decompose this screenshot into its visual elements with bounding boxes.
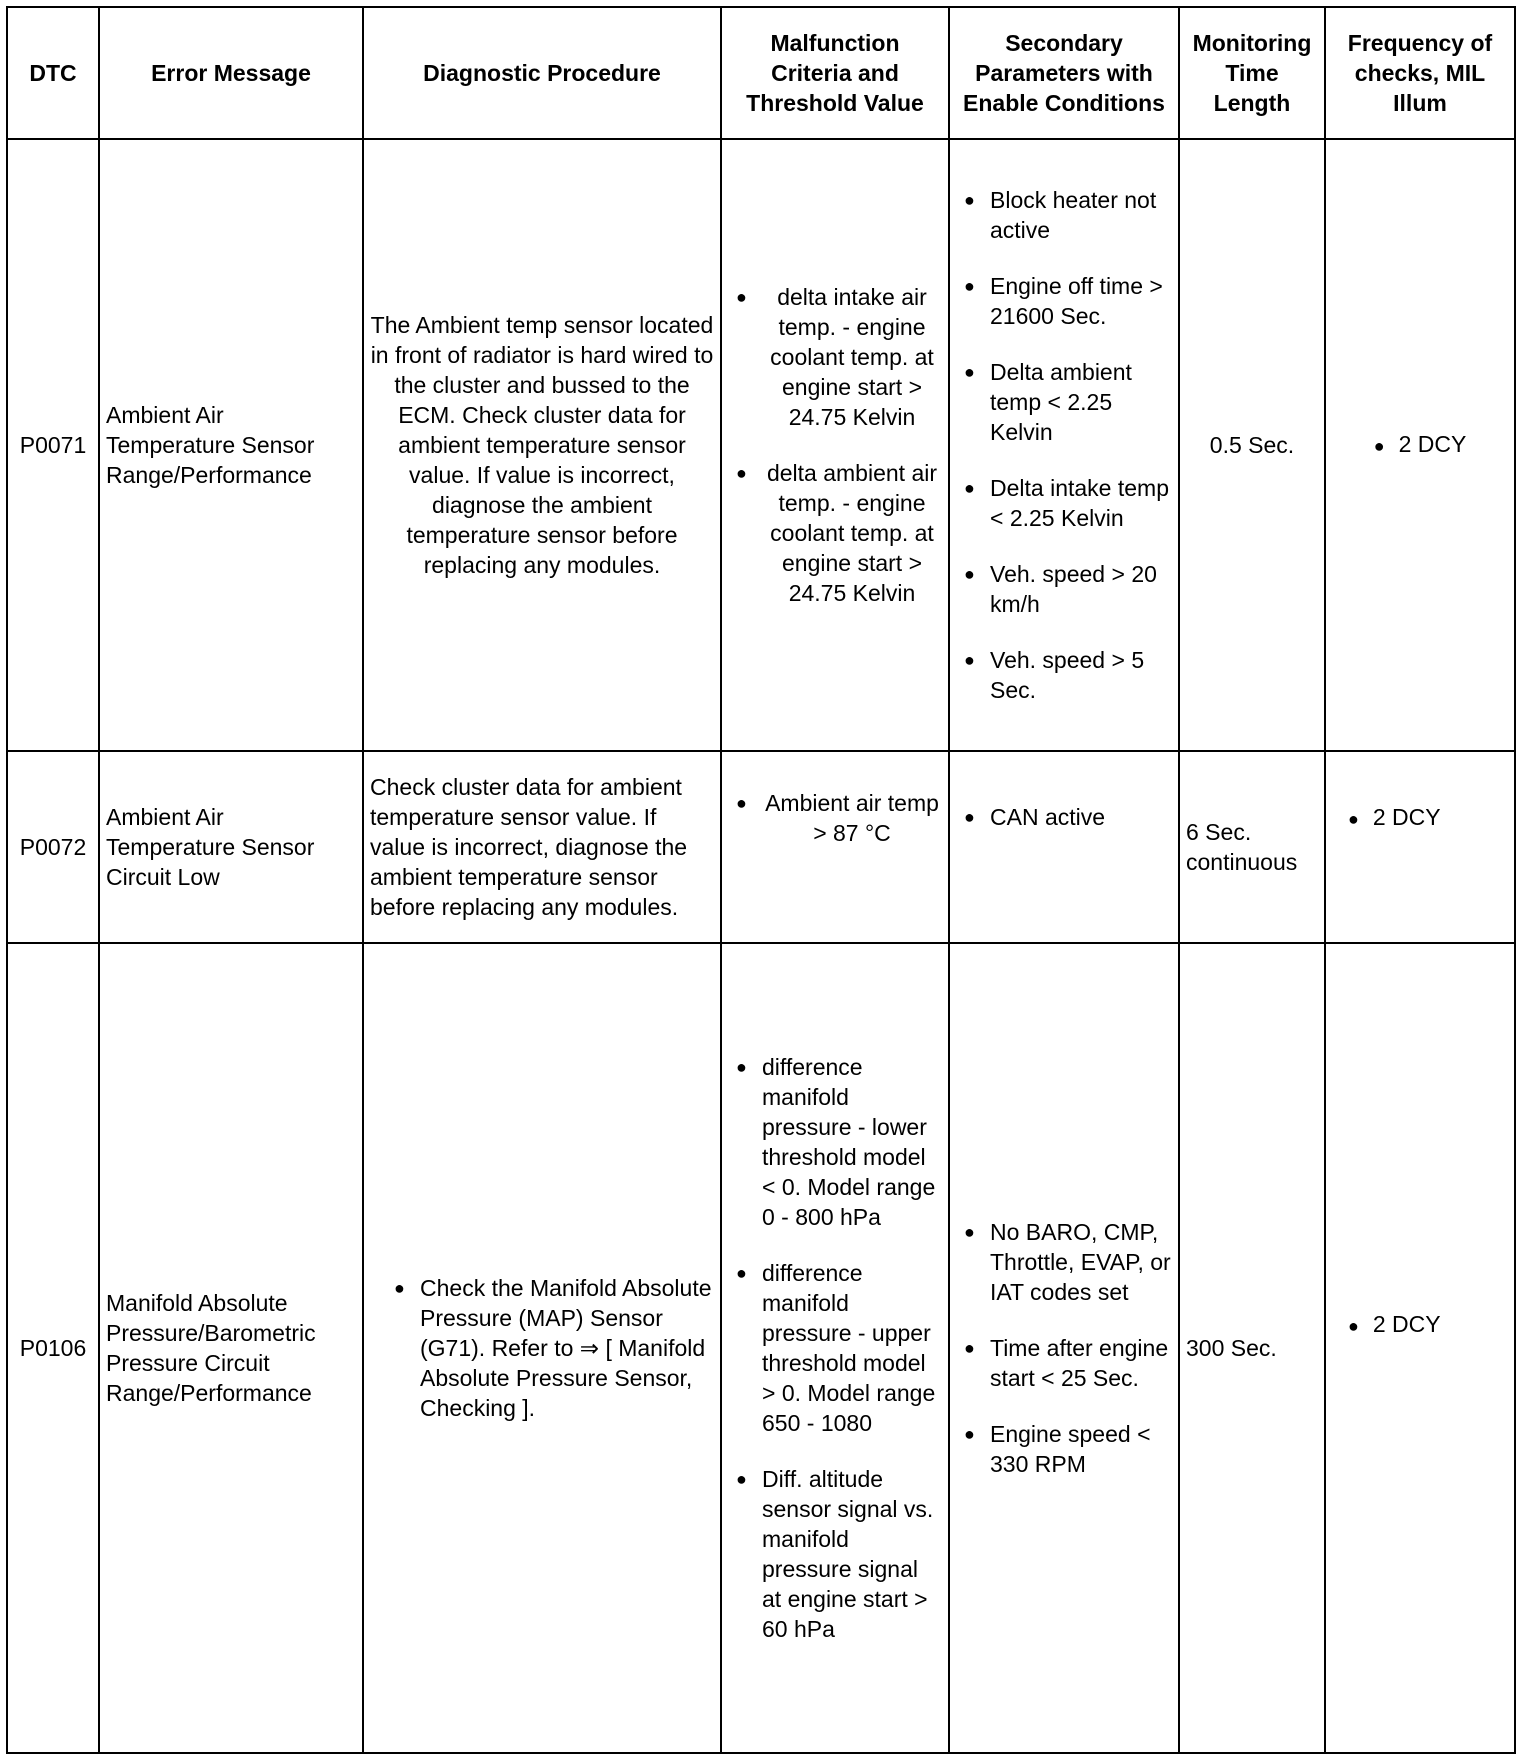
criteria-item: ● difference manifold pressure - upper threshold model > 0. Model range 650 - 1080 bbox=[728, 1258, 942, 1438]
diagnostic-procedure: The Ambient temp sensor located in front of radiator is hard wired to the cluster and bussed to the ECM. Check cluster data for ambient temperature sensor value. If value is incorrect, diagnose the ambient temperature sensor before replacing any modules. bbox=[363, 139, 721, 751]
malfunction-criteria bbox=[721, 943, 949, 1753]
secondary-parameters bbox=[949, 943, 1179, 1753]
dtc-code: P0072 bbox=[7, 751, 99, 943]
frequency-value: ● 2 DCY bbox=[1374, 429, 1467, 461]
table-row-p0106 bbox=[7, 943, 1515, 1753]
malfunction-criteria bbox=[721, 751, 949, 943]
monitoring-time: 6 Sec. continuous bbox=[1179, 751, 1325, 943]
secondary-parameters bbox=[949, 751, 1179, 943]
secondary-item: ● Veh. speed > 5 Sec. bbox=[956, 645, 1172, 705]
frequency-cell bbox=[1325, 943, 1515, 1753]
error-message: Ambient Air Temperature Sensor Range/Performance bbox=[99, 139, 363, 751]
frequency-cell bbox=[1325, 751, 1515, 943]
secondary-item: ● Delta intake temp < 2.25 Kelvin bbox=[956, 473, 1172, 533]
dtc-code: P0071 bbox=[7, 139, 99, 751]
secondary-parameters bbox=[949, 139, 1179, 751]
monitoring-time: 300 Sec. bbox=[1179, 943, 1325, 1753]
dtc-table-sheet bbox=[6, 6, 1514, 1752]
criteria-item: ● delta ambient air temp. - engine coolant temp. at engine start > 24.75 Kelvin bbox=[728, 458, 942, 608]
secondary-item: ● Delta ambient temp < 2.25 Kelvin bbox=[956, 357, 1172, 447]
secondary-item: ● Engine speed < 330 RPM bbox=[956, 1419, 1172, 1479]
secondary-item: ● Block heater not active bbox=[956, 185, 1172, 245]
dtc-code: P0106 bbox=[7, 943, 99, 1753]
header-error-message: Error Message bbox=[99, 7, 363, 139]
secondary-item: ● CAN active bbox=[956, 802, 1172, 832]
secondary-item: ● No BARO, CMP, Throttle, EVAP, or IAT codes set bbox=[956, 1217, 1172, 1307]
criteria-item: ● Ambient air temp > 87 °C bbox=[728, 788, 942, 848]
header-secondary-parameters: Secondary Parameters with Enable Conditions bbox=[949, 7, 1179, 139]
frequency-value: ● 2 DCY bbox=[1348, 1309, 1441, 1341]
dtc-table bbox=[6, 6, 1516, 1754]
criteria-item: ● difference manifold pressure - lower threshold model < 0. Model range 0 - 800 hPa bbox=[728, 1052, 942, 1232]
procedure-item: ● Check the Manifold Absolute Pressure (MAP) Sensor (G71). Refer to ⇒ [ Manifold Absolute Pressure Sensor, Checking ]. bbox=[386, 1273, 714, 1423]
header-monitoring-time: Monitoring Time Length bbox=[1179, 7, 1325, 139]
frequency-cell bbox=[1325, 139, 1515, 751]
secondary-item: ● Engine off time > 21600 Sec. bbox=[956, 271, 1172, 331]
header-malfunction-criteria: Malfunction Criteria and Threshold Value bbox=[721, 7, 949, 139]
malfunction-criteria bbox=[721, 139, 949, 751]
secondary-item: ● Time after engine start < 25 Sec. bbox=[956, 1333, 1172, 1393]
header-row bbox=[7, 7, 1515, 139]
header-dtc: DTC bbox=[7, 7, 99, 139]
header-diagnostic-procedure: Diagnostic Procedure bbox=[363, 7, 721, 139]
criteria-item: ● delta intake air temp. - engine coolant temp. at engine start > 24.75 Kelvin bbox=[728, 282, 942, 432]
frequency-value: ● 2 DCY bbox=[1348, 802, 1441, 834]
table-row-p0071 bbox=[7, 139, 1515, 751]
secondary-item: ● Veh. speed > 20 km/h bbox=[956, 559, 1172, 619]
diagnostic-procedure: Check cluster data for ambient temperature sensor value. If value is incorrect, diagnose the ambient temperature sensor before replacing any modules. bbox=[363, 751, 721, 943]
header-frequency: Frequency of checks, MIL Illum bbox=[1325, 7, 1515, 139]
error-message: Manifold Absolute Pressure/Barometric Pressure Circuit Range/Performance bbox=[99, 943, 363, 1753]
criteria-item: ● Diff. altitude sensor signal vs. manifold pressure signal at engine start > 60 hPa bbox=[728, 1464, 942, 1644]
diagnostic-procedure bbox=[363, 943, 721, 1753]
table-row-p0072 bbox=[7, 751, 1515, 943]
monitoring-time: 0.5 Sec. bbox=[1179, 139, 1325, 751]
error-message: Ambient Air Temperature Sensor Circuit Low bbox=[99, 751, 363, 943]
